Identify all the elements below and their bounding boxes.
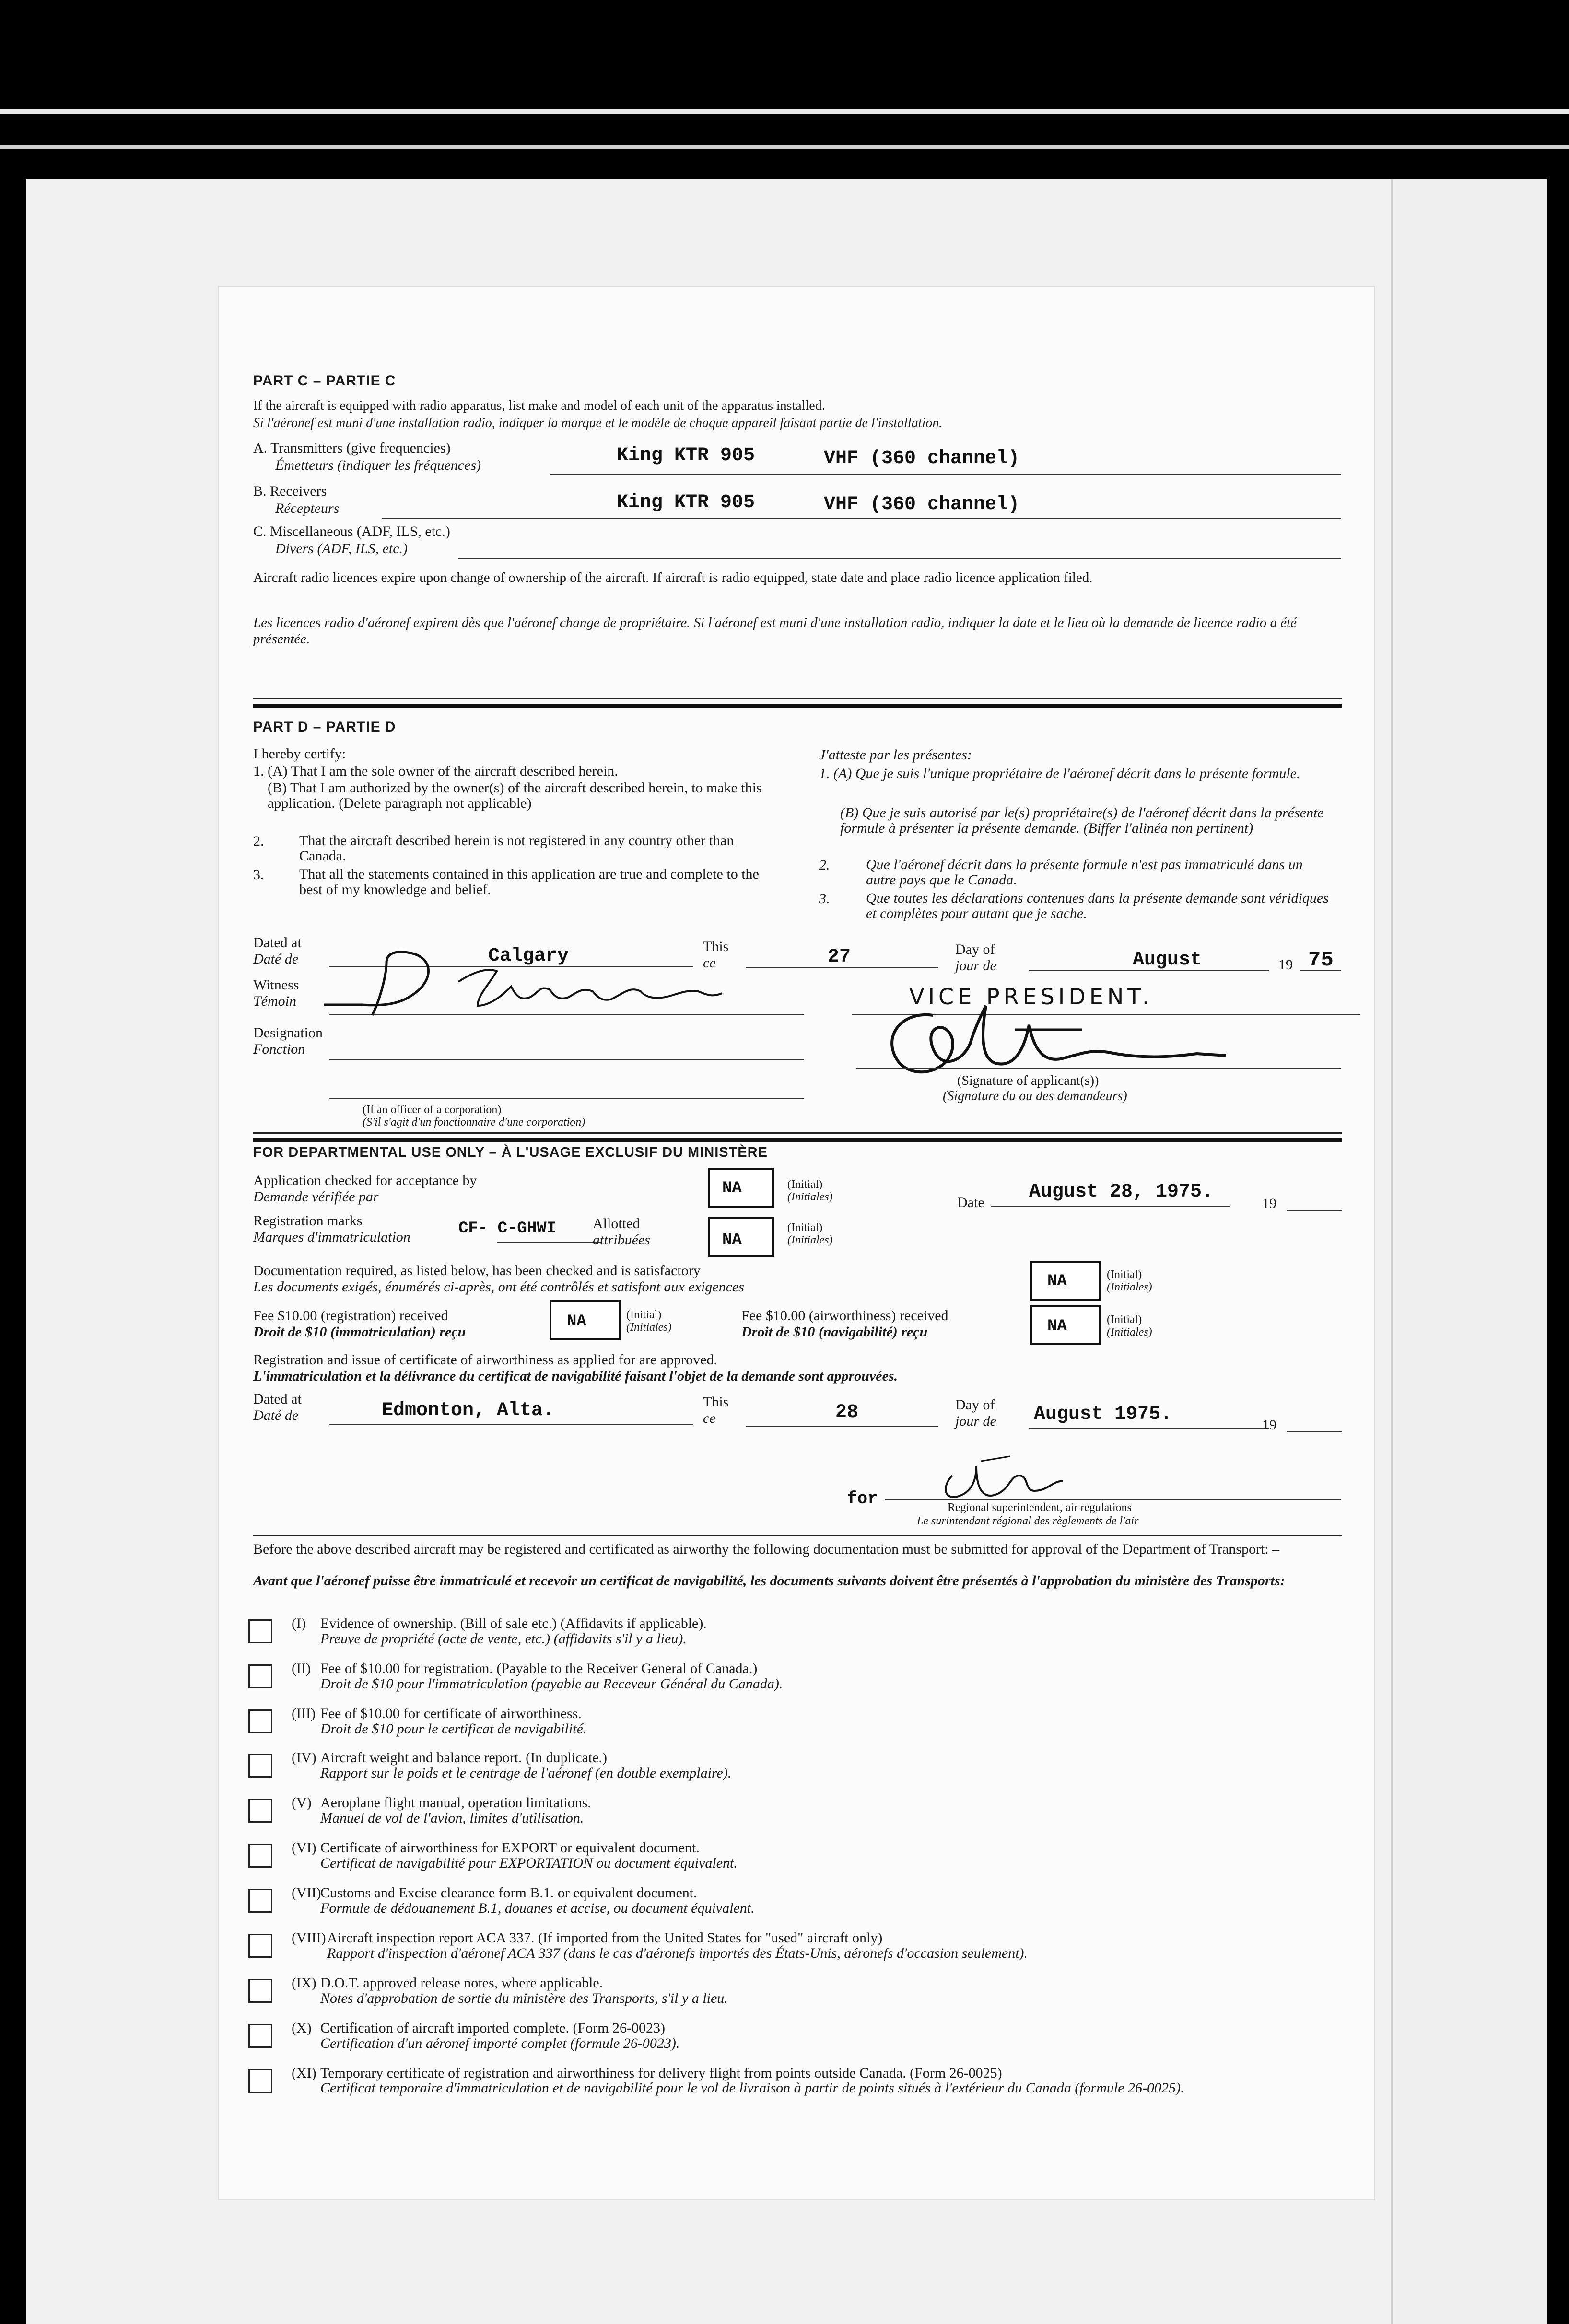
superintendent-label-en: Regional superintendent, air regulations bbox=[948, 1501, 1132, 1514]
doc-item-text-fr: Preuve de propriété (acte de vente, etc.) (affidavits s'il y a lieu). bbox=[320, 1631, 687, 1647]
designation-line bbox=[329, 1059, 804, 1060]
initiales-label: (Initiales) bbox=[626, 1321, 672, 1334]
officer-line bbox=[329, 1098, 804, 1099]
doc-checkbox[interactable] bbox=[248, 1844, 272, 1868]
doc-item-text-fr: Notes d'approbation de sortie du ministère des Transports, s'il y a lieu. bbox=[320, 1990, 728, 2006]
doc-item-text-en: Fee of $10.00 for certificate of airworthiness. bbox=[320, 1706, 582, 1721]
section-divider bbox=[253, 698, 1342, 699]
receivers-frequency-value: VHF (360 channel) bbox=[824, 494, 1020, 515]
allotted-initial-value: NA bbox=[722, 1231, 742, 1249]
dept-year-prefix: 19 bbox=[1262, 1417, 1276, 1433]
regmarks-label-fr: Marques d'immatriculation bbox=[253, 1229, 410, 1245]
certify-2-en: That the aircraft described herein is not registered in any country other than Canada. bbox=[299, 833, 734, 864]
certify-3-number: 3. bbox=[253, 867, 264, 883]
transmitters-frequency-value: VHF (360 channel) bbox=[824, 448, 1020, 469]
regmarks-label-en: Registration marks bbox=[253, 1213, 363, 1229]
docs-intro-fr: Avant que l'aéronef puisse être immatriculé et recevoir un certificat de navigabilité, les documents suivants doivent être présentés à l'approbation du ministère des Transports: bbox=[253, 1573, 1285, 1589]
dept-day-line bbox=[746, 1426, 938, 1427]
transmitters-label-en: A. Transmitters (give frequencies) bbox=[253, 440, 451, 456]
officer-note-fr: (S'il s'agit d'un fonctionnaire d'une corporation) bbox=[363, 1116, 585, 1128]
doc-item-text-fr: Certification d'un aéronef importé complet (formule 26-0023). bbox=[320, 2035, 680, 2051]
scan-backing-strip bbox=[1391, 179, 1547, 2324]
transmitters-label-fr: Émetteurs (indiquer les fréquences) bbox=[275, 457, 481, 473]
doc-item-number: (VIII) bbox=[292, 1930, 326, 1946]
doc-checkbox[interactable] bbox=[248, 1754, 272, 1778]
part-c-intro-fr: Si l'aéronef est muni d'une installation radio, indiquer la marque et le modèle de chaque appareil faisant partie de l'installation. bbox=[253, 416, 943, 430]
initial-label: (Initial) bbox=[1107, 1268, 1142, 1281]
scan-border-line bbox=[0, 109, 1569, 114]
witness-label-fr: Témoin bbox=[253, 993, 296, 1009]
receivers-line bbox=[382, 518, 1341, 519]
officer-note-en: (If an officer of a corporation) bbox=[363, 1104, 502, 1116]
initiales-label: (Initiales) bbox=[1107, 1326, 1152, 1338]
doc-item-number: (XI) bbox=[292, 2065, 316, 2081]
applicant-signature-line bbox=[856, 1068, 1341, 1069]
date-year-line bbox=[1287, 1210, 1342, 1211]
witness-signature bbox=[315, 943, 823, 1039]
date-value: August 28, 1975. bbox=[1029, 1181, 1214, 1203]
docs-checked-en: Documentation required, as listed below, has been checked and is satisfactory bbox=[253, 1263, 701, 1278]
dept-dated-label-fr: Daté de bbox=[253, 1407, 299, 1423]
doc-item-text-en: Aircraft weight and balance report. (In duplicate.) bbox=[320, 1750, 608, 1766]
year-prefix: 19 bbox=[1278, 957, 1293, 973]
dept-dated-value: Edmonton, Alta. bbox=[382, 1400, 555, 1421]
dept-year-line bbox=[1287, 1431, 1342, 1432]
misc-label-fr: Divers (ADF, ILS, etc.) bbox=[275, 541, 408, 557]
certify-1b-fr: (B) Que je suis autorisé par le(s) propriétaire(s) de l'aéronef décrit dans la présente formule à présenter la présente demande. (Biffer l'alinéa non pertinent) bbox=[840, 805, 1324, 836]
receivers-label-fr: Récepteurs bbox=[275, 500, 340, 516]
initial-label: (Initial) bbox=[1107, 1313, 1142, 1326]
dept-dated-label-en: Dated at bbox=[253, 1391, 302, 1407]
doc-item-number: (V) bbox=[292, 1795, 312, 1811]
for-label: for bbox=[847, 1489, 878, 1509]
doc-item-number: (I) bbox=[292, 1615, 306, 1631]
doc-item-text-fr: Droit de $10 pour l'immatriculation (payable au Receveur Général du Canada). bbox=[320, 1676, 783, 1692]
this-label-en: This bbox=[703, 939, 729, 954]
doc-checkbox[interactable] bbox=[248, 1889, 272, 1913]
doc-checkbox[interactable] bbox=[248, 1709, 272, 1733]
part-d-heading: PART D – PARTIE D bbox=[253, 719, 396, 735]
doc-checkbox[interactable] bbox=[248, 1664, 272, 1688]
fee-reg-label-fr: Droit de $10 (immatriculation) reçu bbox=[253, 1324, 466, 1340]
allotted-label-fr: attribuées bbox=[593, 1232, 650, 1248]
certify-2-fr: Que l'aéronef décrit dans la présente formule n'est pas immatriculé dans un autre pays que le Canada. bbox=[866, 857, 1303, 888]
certify-3-en: That all the statements contained in this application are true and complete to the best of my knowledge and belief. bbox=[299, 866, 759, 897]
this-label-fr: ce bbox=[703, 955, 716, 971]
doc-item-text-fr: Droit de $10 pour le certificat de navigabilité. bbox=[320, 1721, 587, 1737]
year-value: 75 bbox=[1308, 948, 1334, 972]
month-line bbox=[1029, 970, 1269, 971]
initial-label: (Initial) bbox=[787, 1178, 823, 1191]
superintendent-line bbox=[885, 1499, 1341, 1500]
doc-item-text-en: Fee of $10.00 for registration. (Payable to the Receiver General of Canada.) bbox=[320, 1661, 758, 1676]
doc-checkbox[interactable] bbox=[248, 1934, 272, 1958]
doc-checkbox[interactable] bbox=[248, 2024, 272, 2048]
month-value: August bbox=[1133, 949, 1202, 971]
registration-form-page bbox=[219, 287, 1374, 2199]
witness-label-en: Witness bbox=[253, 977, 299, 993]
dept-this-label-en: This bbox=[703, 1394, 729, 1410]
applicant-signature bbox=[871, 996, 1245, 1082]
doc-item-text-fr: Manuel de vol de l'avion, limites d'utilisation. bbox=[320, 1810, 584, 1826]
docs-intro-en: Before the above described aircraft may be registered and certificated as airworthy the following documentation must be submitted for approval of the Department of Transport: – bbox=[253, 1541, 1280, 1557]
licence-note-en: Aircraft radio licences expire upon change of ownership of the aircraft. If aircraft is radio equipped, state date and place radio licence application filed. bbox=[253, 570, 1093, 585]
dated-at-label-en: Dated at bbox=[253, 935, 302, 951]
doc-item-text-en: Evidence of ownership. (Bill of sale etc.) (Affidavits if applicable). bbox=[320, 1615, 707, 1631]
fee-air-initial-value: NA bbox=[1047, 1317, 1067, 1336]
docs-checked-fr: Les documents exigés, énumérés ci-après, ont été contrôlés et satisfont aux exigences bbox=[253, 1279, 744, 1295]
receivers-model-value: King KTR 905 bbox=[617, 492, 755, 513]
initiales-label: (Initiales) bbox=[787, 1234, 833, 1246]
section-divider bbox=[253, 704, 1342, 708]
transmitters-line bbox=[550, 474, 1341, 475]
certify-1a-en: 1. (A) That I am the sole owner of the aircraft described herein. bbox=[253, 763, 618, 779]
doc-item-text-fr: Certificat temporaire d'immatriculation et de navigabilité pour le vol de livraison à partir de points situés à l'extérieur du Canada (formule 26-0025). bbox=[320, 2080, 1184, 2096]
superintendent-label-fr: Le surintendant régional des règlements de l'air bbox=[917, 1515, 1139, 1527]
doc-item-text-en: D.O.T. approved release notes, where applicable. bbox=[320, 1975, 603, 1991]
dayof-label-en: Day of bbox=[955, 941, 995, 957]
regmarks-value: CF- C-GHWI bbox=[458, 1220, 557, 1238]
approved-fr: L'immatriculation et la délivrance du certificat de navigabilité faisant l'objet de la demande sont approuvées. bbox=[253, 1368, 898, 1384]
dept-month-line bbox=[1029, 1428, 1269, 1429]
date-label: Date bbox=[957, 1195, 984, 1210]
approved-en: Registration and issue of certificate of airworthiness as applied for are approved. bbox=[253, 1352, 717, 1368]
certify-2-number: 2. bbox=[253, 833, 264, 849]
day-value: 27 bbox=[828, 946, 851, 968]
fee-air-label-fr: Droit de $10 (navigabilité) reçu bbox=[741, 1324, 928, 1340]
date-line bbox=[991, 1206, 1230, 1207]
dept-dayof-label-en: Day of bbox=[955, 1397, 995, 1413]
certify-en: I hereby certify: bbox=[253, 746, 346, 762]
dated-at-value: Calgary bbox=[488, 945, 569, 967]
doc-item-number: (IV) bbox=[292, 1750, 316, 1766]
doc-item-number: (III) bbox=[292, 1706, 316, 1721]
doc-checkbox[interactable] bbox=[248, 1979, 272, 2003]
misc-line bbox=[458, 558, 1341, 559]
certify-3-number-fr: 3. bbox=[819, 891, 830, 906]
transmitters-model-value: King KTR 905 bbox=[617, 445, 755, 466]
dept-day-value: 28 bbox=[835, 1402, 859, 1423]
doc-item-text-fr: Formule de dédouanement B.1, douanes et accise, ou document équivalent. bbox=[320, 1900, 755, 1916]
scan-border-line bbox=[0, 145, 1569, 149]
licence-note-fr: Les licences radio d'aéronef expirent dès que l'aéronef change de propriétaire. Si l'aéronef est muni d'une installation radio, indiquer la date et le lieu où la demande de licence radio a été présentée. bbox=[253, 615, 1297, 647]
doc-item-number: (VII) bbox=[292, 1885, 321, 1901]
initiales-label: (Initiales) bbox=[787, 1191, 833, 1203]
fee-air-label-en: Fee $10.00 (airworthiness) received bbox=[741, 1308, 948, 1324]
certify-1a-fr: 1. (A) Que je suis l'unique propriétaire de l'aéronef décrit dans la présente formule. bbox=[819, 766, 1300, 781]
part-c-heading: PART C – PARTIE C bbox=[253, 373, 396, 389]
misc-label-en: C. Miscellaneous (ADF, ILS, etc.) bbox=[253, 523, 450, 539]
applicant-signature-label-en: (Signature of applicant(s)) bbox=[957, 1073, 1099, 1088]
designation-label-fr: Fonction bbox=[253, 1041, 305, 1057]
doc-checkbox[interactable] bbox=[248, 1799, 272, 1823]
doc-item-number: (II) bbox=[292, 1661, 311, 1676]
initial-label: (Initial) bbox=[787, 1221, 823, 1234]
designation-label-en: Designation bbox=[253, 1025, 323, 1041]
applicant-signature-label-fr: (Signature du ou des demandeurs) bbox=[943, 1089, 1127, 1104]
doc-item-text-fr: Rapport d'inspection d'aéronef ACA 337 (dans le cas d'aéronefs importés des États-Unis, aéronefs d'occasion seulement). bbox=[327, 1945, 1028, 1961]
certify-2-number-fr: 2. bbox=[819, 857, 830, 873]
dept-dayof-label-fr: jour de bbox=[955, 1413, 996, 1429]
doc-item-text-en: Certification of aircraft imported complete. (Form 26-0023) bbox=[320, 2020, 665, 2036]
date-year-prefix: 19 bbox=[1262, 1196, 1276, 1211]
checked-by-label-en: Application checked for acceptance by bbox=[253, 1173, 477, 1188]
doc-item-text-en: Certificate of airworthiness for EXPORT or equivalent document. bbox=[320, 1840, 700, 1856]
initial-label: (Initial) bbox=[626, 1309, 662, 1321]
section-divider bbox=[253, 1132, 1342, 1134]
dept-month-value: August 1975. bbox=[1034, 1404, 1172, 1425]
doc-item-number: (VI) bbox=[292, 1840, 316, 1856]
checked-by-initial-value: NA bbox=[722, 1179, 742, 1197]
dept-dated-line bbox=[329, 1424, 693, 1425]
section-divider bbox=[253, 1138, 1342, 1142]
doc-item-text-en: Aircraft inspection report ACA 337. (If imported from the United States for "used" aircraft only) bbox=[327, 1930, 883, 1946]
doc-checkbox[interactable] bbox=[248, 2069, 272, 2093]
fee-reg-initial-value: NA bbox=[567, 1313, 586, 1331]
certify-fr: J'atteste par les présentes: bbox=[819, 747, 972, 763]
fee-reg-label-en: Fee $10.00 (registration) received bbox=[253, 1308, 448, 1324]
designation-handwritten: VICE PRESIDENT. bbox=[909, 984, 1153, 1010]
receivers-label-en: B. Receivers bbox=[253, 483, 327, 499]
dayof-label-fr: jour de bbox=[955, 958, 996, 974]
doc-item-text-fr: Certificat de navigabilité pour EXPORTATION ou document équivalent. bbox=[320, 1855, 738, 1871]
doc-item-text-en: Customs and Excise clearance form B.1. or equivalent document. bbox=[320, 1885, 697, 1901]
doc-item-number: (X) bbox=[292, 2020, 312, 2036]
certify-1b-en: (B) That I am authorized by the owner(s) of the aircraft described herein, to make this application. (Delete paragraph not applicable) bbox=[268, 780, 762, 811]
dated-at-label-fr: Daté de bbox=[253, 951, 299, 967]
allotted-label-en: Allotted bbox=[593, 1216, 640, 1232]
certify-3-fr: Que toutes les déclarations contenues dans la présente demande sont véridiques et complètes pour autant que je sache. bbox=[866, 890, 1329, 921]
checked-by-label-fr: Demande vérifiée par bbox=[253, 1189, 379, 1205]
doc-item-number: (IX) bbox=[292, 1975, 316, 1991]
initiales-label: (Initiales) bbox=[1107, 1281, 1152, 1293]
regmarks-line bbox=[497, 1242, 602, 1243]
doc-item-text-en: Aeroplane flight manual, operation limitations. bbox=[320, 1795, 591, 1811]
doc-checkbox[interactable] bbox=[248, 1619, 272, 1643]
doc-item-text-en: Temporary certificate of registration and airworthiness for delivery flight from points outside Canada. (Form 26-0025) bbox=[320, 2065, 1002, 2081]
part-c-intro-en: If the aircraft is equipped with radio apparatus, list make and model of each unit of the apparatus installed. bbox=[253, 398, 825, 413]
doc-item-text-fr: Rapport sur le poids et le centrage de l'aéronef (en double exemplaire). bbox=[320, 1765, 732, 1781]
section-divider bbox=[253, 1535, 1342, 1536]
docs-checked-initial-value: NA bbox=[1047, 1272, 1067, 1290]
dept-this-label-fr: ce bbox=[703, 1410, 716, 1426]
year-line bbox=[1300, 970, 1341, 971]
dept-heading: FOR DEPARTMENTAL USE ONLY – À L'USAGE EXCLUSIF DU MINISTÈRE bbox=[253, 1145, 768, 1160]
